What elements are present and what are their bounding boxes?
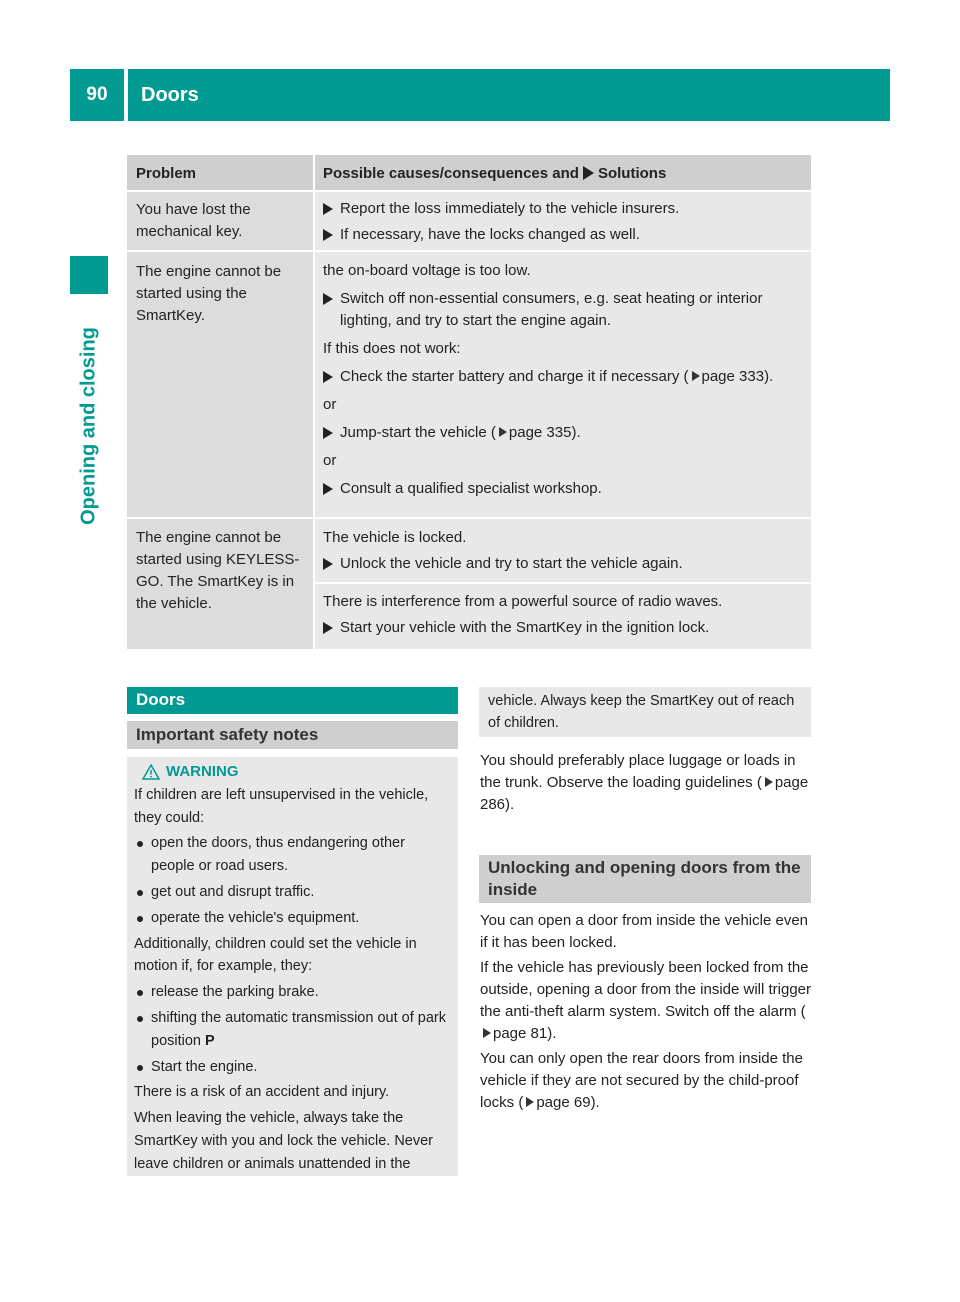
paragraph: You can only open the rear doors from inside the vehicle if they are not secured by the child-proof locks ( page 69). — [480, 1050, 803, 1111]
cause-text: the on-board voltage is too low. — [323, 262, 531, 279]
step-item: Start your vehicle with the SmartKey in the ignition lock. — [323, 617, 805, 639]
step-arrow-icon — [323, 203, 333, 215]
step-arrow-icon — [323, 371, 333, 383]
warning-paragraph: Additionally, children could set the vehicle in motion if, for example, they: — [134, 935, 417, 975]
table-header-problem: Problem — [127, 155, 313, 190]
table-row-3-solutions-a — [315, 519, 811, 582]
subsection-title: Important safety notes — [127, 721, 458, 749]
troubleshooting-table — [127, 155, 811, 649]
paragraph: You can open a door from inside the vehicle even if it has been locked. — [480, 912, 809, 951]
chapter-marker — [70, 256, 108, 294]
step-arrow-icon — [323, 483, 333, 495]
or-text: or — [323, 452, 337, 469]
warning-bullets — [134, 832, 452, 929]
step-arrow-icon — [323, 558, 333, 570]
table-row-1-problem: You have lost the mechanical key. — [127, 192, 313, 250]
cause-text: There is interference from a powerful source of radio waves. — [323, 593, 723, 610]
step-item: Jump-start the vehicle ( page 335). — [323, 422, 805, 444]
arrow-icon — [583, 166, 594, 180]
luggage-paragraph: You should preferably place luggage or loads in the trunk. Observe the loading guidelines ( page 286). — [480, 752, 809, 813]
table-row-2-problem: The engine cannot be started using the SmartKey. — [127, 252, 313, 517]
warning-intro: If children are left unsupervised in the vehicle, they could: — [134, 786, 429, 826]
page-title: Doors — [128, 69, 890, 121]
page-number: 90 — [70, 69, 124, 121]
step-item: Report the loss immediately to the vehicle insurers. — [323, 198, 805, 220]
step-item: Consult a qualified specialist workshop. — [323, 478, 805, 500]
step-item: If necessary, have the locks changed as well. — [323, 224, 805, 246]
list-item: Start the engine. — [134, 1056, 452, 1079]
note-text: If this does not work: — [323, 340, 461, 357]
warning-triangle-icon — [142, 764, 160, 780]
list-item: release the parking brake. — [134, 981, 452, 1004]
page-ref-icon — [692, 371, 700, 381]
page-ref-icon — [499, 427, 507, 437]
chapter-label: Opening and closing — [77, 327, 100, 525]
step-item: Switch off non-essential consumers, e.g. seat heating or interior lighting, and try to start the engine again. — [323, 288, 805, 332]
table-row-3-problem: The engine cannot be started using KEYLESS-GO. The SmartKey is in the vehicle. — [127, 519, 313, 649]
table-row-1-solutions — [315, 192, 811, 250]
warning-box — [127, 757, 458, 1176]
list-item: operate the vehicle's equipment. — [134, 907, 452, 930]
table-row-3-solutions-b — [315, 584, 811, 649]
or-text: or — [323, 396, 337, 413]
page-ref-icon — [765, 777, 773, 787]
page-ref-icon — [526, 1097, 534, 1107]
step-arrow-icon — [323, 229, 333, 241]
page-ref-icon — [483, 1028, 491, 1038]
body-text — [480, 910, 814, 1114]
warning-continuation-box: vehicle. Always keep the SmartKey out of reach of children. — [479, 687, 811, 737]
step-arrow-icon — [323, 293, 333, 305]
section-heading: Unlocking and opening doors from the inside — [479, 855, 811, 903]
section-title: Doors — [127, 687, 458, 714]
table-row-2-solutions — [315, 252, 811, 517]
table-header-solutions: Possible causes/consequences and Solutions — [315, 155, 811, 190]
list-item: open the doors, thus endangering other people or road users. — [134, 832, 452, 878]
warning-header: WARNING — [134, 761, 452, 784]
step-item: Check the starter battery and charge it if necessary ( page 333). — [323, 366, 805, 388]
warning-paragraph: There is a risk of an accident and injury. — [134, 1084, 390, 1101]
list-item: get out and disrupt traffic. — [134, 881, 452, 904]
step-arrow-icon — [323, 622, 333, 634]
cause-text: The vehicle is locked. — [323, 529, 467, 546]
warning-paragraph: When leaving the vehicle, always take the SmartKey with you and lock the vehicle. Never leave children or animals unattended in the — [134, 1110, 433, 1172]
list-item: shifting the automatic transmission out of park position P — [134, 1007, 452, 1053]
paragraph: If the vehicle has previously been locked from the outside, opening a door from the inside will trigger the anti-theft alarm system. Switch off the alarm (page 81). — [480, 959, 812, 1042]
step-arrow-icon — [323, 427, 333, 439]
step-item: Unlock the vehicle and try to start the vehicle again. — [323, 553, 805, 575]
